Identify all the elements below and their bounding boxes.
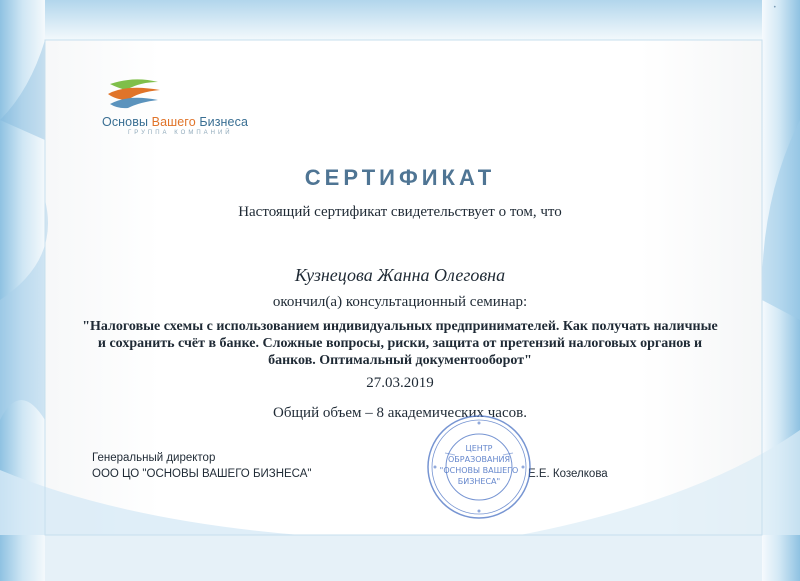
- course-volume: Общий объем – 8 академических часов.: [273, 405, 527, 421]
- signer-organization: ООО ЦО "ОСНОВЫ ВАШЕГО БИЗНЕСА": [92, 468, 312, 480]
- recipient-name: Кузнецова Жанна Олеговна: [294, 265, 506, 285]
- certificate-intro-text: Настоящий сертификат свидетельствует о том, что: [238, 204, 562, 220]
- stamp-text-line-3: "ОСНОВЫ ВАШЕГО: [439, 466, 519, 475]
- stamp-text-line-2: ОБРАЗОВАНИЯ: [447, 455, 511, 464]
- stamp-text-line-4: БИЗНЕСА": [457, 477, 501, 486]
- seminar-date: 27.03.2019: [366, 375, 434, 391]
- signer-position: Генеральный директор: [92, 452, 216, 464]
- svg-text:•: •: [773, 4, 777, 11]
- stamp-text-line-1: ЦЕНТР: [465, 444, 493, 453]
- logo-subtitle: ГРУППА КОМПАНИЙ: [128, 130, 233, 136]
- certificate-title: СЕРТИФИКАТ: [304, 165, 496, 190]
- official-seal-stamp: [425, 413, 533, 521]
- logo-company-name: Основы Вашего Бизнеса: [102, 115, 248, 129]
- completion-text: окончил(а) консультационный семинар:: [272, 294, 528, 310]
- company-logo: [102, 78, 272, 140]
- seminar-title: "Налоговые схемы с использованием индивидуальных предпринимателей. Как получать наличные и сохранить счёт в банке. Сложные вопросы, риски, защита от претензий налоговых органов и банков. Оптимальный документооборот": [82, 319, 718, 368]
- hands-leaf-logo-icon: [104, 78, 164, 112]
- signer-name: Е.Е. Козелкова: [528, 468, 608, 480]
